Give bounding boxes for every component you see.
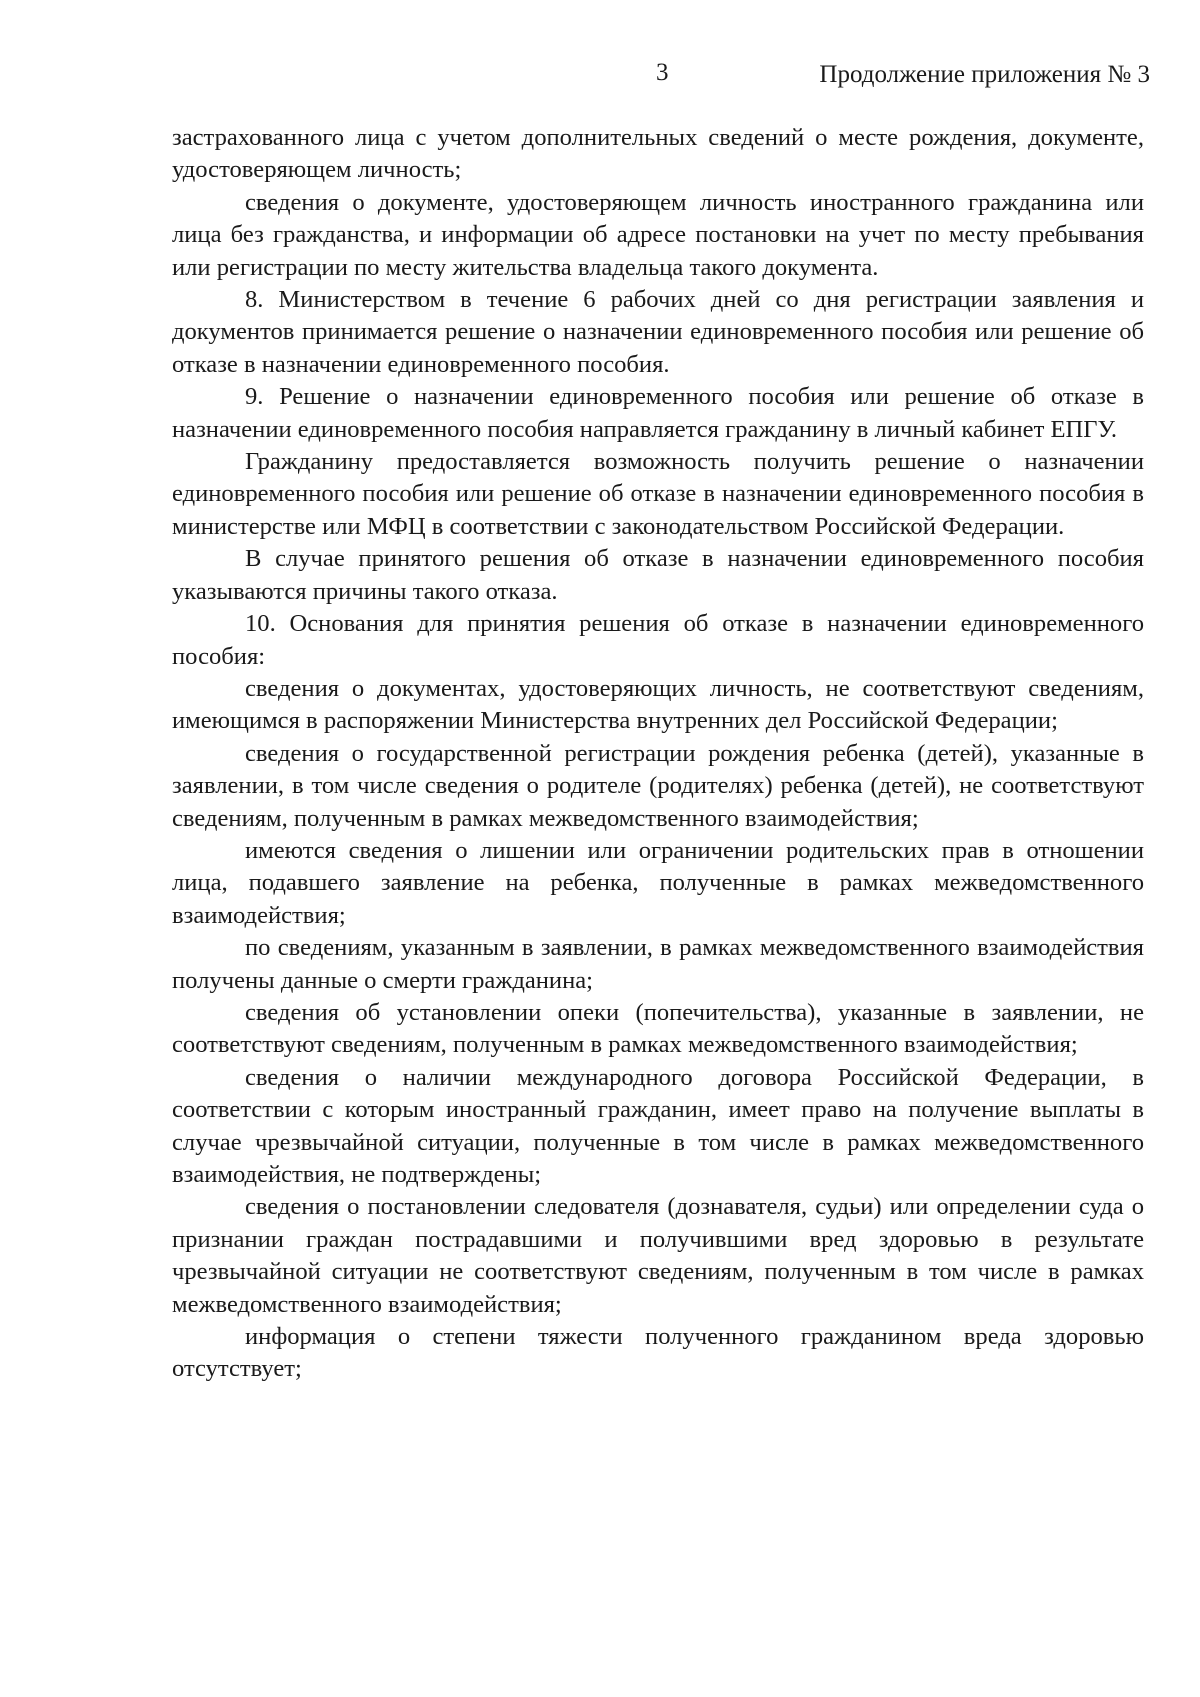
paragraph: 9. Решение о назначении единовременного пособия или решение об отказе в назначении единовременного пособия направляется гражданину в личный кабинет ЕПГУ. xyxy=(172,383,1144,443)
paragraph: имеются сведения о лишении или ограничении родительских прав в отношении лица, подавшего заявление на ребенка, полученные в рамках межведомственного взаимодействия; xyxy=(172,836,1144,929)
page-number: 3 xyxy=(656,59,669,86)
paragraph: сведения об установлении опеки (попечительства), указанные в заявлении, не соответствуют сведениям, полученным в рамках межведомственного взаимодействия; xyxy=(172,998,1144,1059)
paragraph: 10. Основания для принятия решения об отказе в назначении единовременного пособия: xyxy=(172,610,1144,670)
paragraph: сведения о государственной регистрации рождения ребенка (детей), указанные в заявлении, в том числе сведения о родителе (родителях) ребенка (детей), не соответствуют сведениям, полученным в рамках межведомственного взаимодействия; xyxy=(172,739,1144,832)
paragraph: 8. Министерством в течение 6 рабочих дней со дня регистрации заявления и документов принимается решение о назначении единовременного пособия или решение об отказе в назначении единовременного пособия. xyxy=(172,286,1144,378)
paragraph: сведения о наличии международного договора Российской Федерации, в соответствии с которым иностранный гражданин, имеет право на получение выплаты в случае чрезвычайной ситуации, полученные в том числе в рамках межведомственного взаимодействия, не подтверждены; xyxy=(172,1063,1144,1188)
document-body xyxy=(172,122,1144,1386)
paragraph: сведения о документах, удостоверяющих личность, не соответствуют сведениям, имеющимся в распоряжении Министерства внутренних дел Российской Федерации; xyxy=(172,674,1144,735)
paragraph: по сведениям, указанным в заявлении, в рамках межведомственного взаимодействия получены данные о смерти гражданина; xyxy=(172,934,1144,994)
paragraph: сведения о постановлении следователя (дознавателя, судьи) или определении суда о признании граждан пострадавшими и получившими вред здоровью в результате чрезвычайной ситуации не соответствуют сведениям, полученным в том числе в рамках межведомственного взаимодействия; xyxy=(172,1193,1144,1318)
paragraph: информация о степени тяжести полученного гражданином вреда здоровью отсутствует; xyxy=(172,1323,1144,1383)
paragraph: Гражданину предоставляется возможность получить решение о назначении единовременного пособия или решение об отказе в назначении единовременного пособия в министерстве или МФЦ в соответствии с законодательством Российской Федерации. xyxy=(172,448,1144,540)
page-header-title: Продолжение приложения № 3 xyxy=(819,61,1150,88)
paragraph: сведения о документе, удостоверяющем личность иностранного гражданина или лица без гражданства, и информации об адресе постановки на учет по месту пребывания или регистрации по месту жительства владельца такого документа. xyxy=(172,188,1144,281)
paragraph: застрахованного лица с учетом дополнительных сведений о месте рождения, документе, удостоверяющем личность; xyxy=(172,124,1144,184)
paragraph: В случае принятого решения об отказе в назначении единовременного пособия указываются причины такого отказа. xyxy=(172,545,1144,605)
